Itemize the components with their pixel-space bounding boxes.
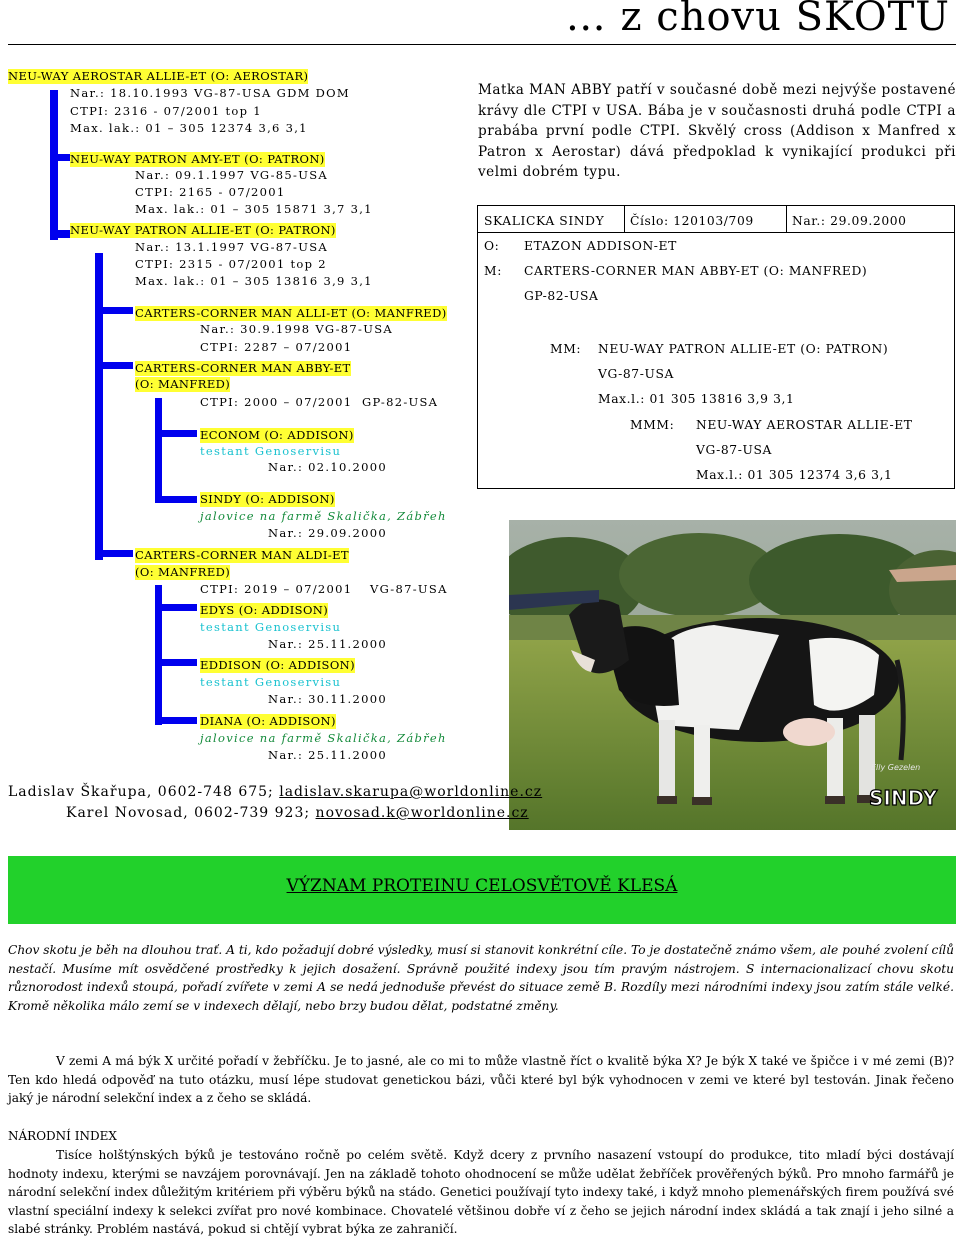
info-granddam-label: MM: (550, 342, 582, 356)
pedigree-root-ctpi: CTPI: 2316 - 07/2001 top 1 (70, 104, 262, 118)
tree-bar-level3-branch-diana (155, 717, 197, 724)
cow-photo (509, 520, 956, 830)
info-animal-born: Nar.: 29.09.2000 (792, 214, 907, 228)
contact-block (8, 782, 542, 824)
pedigree-amy-lactation: Max. lak.: 01 – 305 15871 3,7 3,1 (135, 202, 373, 216)
pedigree-allie-born: Nar.: 13.1.1997 VG-87-USA (135, 240, 329, 254)
header-rule (8, 44, 956, 45)
article-title: VÝZNAM PROTEINU CELOSVĚTOVĚ KLESÁ (286, 876, 678, 896)
pedigree-aldi-ctpi: CTPI: 2019 – 07/2001 (200, 582, 353, 596)
pedigree-diana-born: Nar.: 25.11.2000 (268, 748, 387, 762)
pedigree-abby-ctpi: CTPI: 2000 – 07/2001 (200, 395, 353, 409)
tree-bar-level3-branch-econom (155, 430, 197, 437)
tree-bar-level2 (95, 253, 103, 560)
pedigree-aldi-name: CARTERS-CORNER MAN ALDI-ET (135, 548, 349, 562)
tree-bar-level2-branch-abby (95, 362, 133, 369)
pedigree-alli-name: CARTERS-CORNER MAN ALLI-ET (O: MANFRED) (135, 306, 447, 320)
pedigree-sindy-born: Nar.: 29.09.2000 (268, 526, 387, 540)
pedigree-allie-ctpi: CTPI: 2315 - 07/2001 top 2 (135, 257, 327, 271)
info-greatgranddam-label: MMM: (630, 418, 675, 432)
pedigree-econom-name: ECONOM (O: ADDISON) (200, 428, 354, 442)
info-header-rule (478, 232, 954, 233)
info-granddam-grade: VG-87-USA (598, 367, 674, 381)
info-greatgranddam-lactation: Max.l.: 01 305 12374 3,6 3,1 (696, 468, 893, 482)
info-dam-value: CARTERS-CORNER MAN ABBY-ET (O: MANFRED) (524, 264, 868, 278)
pedigree-amy-born: Nar.: 09.1.1997 VG-85-USA (135, 168, 329, 182)
info-dam-grade: GP-82-USA (524, 289, 599, 303)
tree-bar-level3-abby (155, 398, 162, 503)
pedigree-econom-born: Nar.: 02.10.2000 (268, 460, 387, 474)
pedigree-edys-note: testant Genoservisu (200, 620, 342, 634)
pedigree-diana-name: DIANA (O: ADDISON) (200, 714, 336, 728)
contact-1-email-link[interactable]: ladislav.skarupa@worldonline.cz (279, 784, 543, 800)
pedigree-allie-name: NEU-WAY PATRON ALLIE-ET (O: PATRON) (70, 223, 336, 237)
tree-bar-level2-branch-alli (95, 307, 133, 314)
info-granddam-lactation: Max.l.: 01 305 13816 3,9 3,1 (598, 392, 795, 406)
tree-bar-level3-branch-eddison (155, 659, 197, 666)
info-sire-value: ETAZON ADDISON-ET (524, 239, 677, 253)
pedigree-root-name: NEU-WAY AEROSTAR ALLIE-ET (O: AEROSTAR) (8, 69, 309, 83)
pedigree-edys-born: Nar.: 25.11.2000 (268, 637, 387, 651)
pedigree-econom-note: testant Genoservisu (200, 444, 342, 458)
pedigree-edys-name: EDYS (O: ADDISON) (200, 603, 329, 617)
contact-line-1 (8, 782, 542, 803)
info-divider-1 (624, 206, 625, 232)
pedigree-eddison-born: Nar.: 30.11.2000 (268, 692, 387, 706)
contact-2-email-link[interactable]: novosad.k@worldonline.cz (315, 805, 529, 821)
pedigree-abby-name: CARTERS-CORNER MAN ABBY-ET (135, 361, 351, 375)
pedigree-sindy-note: jalovice na farmě Skalička, Zábřeh (200, 509, 447, 523)
info-dam-label: M: (484, 264, 502, 278)
article-banner (8, 856, 956, 924)
article-paragraph-1: Chov skotu je běh na dlouhou trať. A ti, kdo požadují dobré výsledky, musí si stanovit konkrétní cíle. To je dostatečně známo všem, ale pouhé zvolení cílů nestačí. Musíme mít osvědčené prostředky k jejich dosažení. Správně použité indexy jsou tím pravým nástrojem. S internacionalizací chovu skotu různorodost indexů stoupá, pořadí zvířete v zemi A se nedá jednoduše převést do situace země B. Rozdíly mezi národními indexy jsou zatím stále velké. Kromě několika málo zemí se v indexech dělají, nebo brzy budou dělat, podstatné změny. (8, 943, 954, 1013)
tree-bar-level3-branch-edys (155, 604, 197, 611)
pedigree-alli-born: Nar.: 30.9.1998 VG-87-USA (200, 322, 394, 336)
pedigree-diana-note: jalovice na farmě Skalička, Zábřeh (200, 731, 447, 745)
pedigree-aldi-sire: (O: MANFRED) (135, 565, 231, 579)
contact-line-2 (8, 803, 542, 824)
article-paragraph-2: V zemi A má býk X určité pořadí v žebříčku. Je to jasné, ale co mi to může vlastně říct o kvalitě býka X? Je býk X také ve špičce i v mé zemi (B)? Ten kdo hledá odpověď na tuto otázku, musí lépe studovat genetickou bázi, vůči které byl býk vyhodnocen v zemi ve které byl testován. Jinak řečeno jaký je národní selekční index a z čeho se skládá. (8, 1054, 954, 1105)
pedigree-allie-lactation: Max. lak.: 01 – 305 13816 3,9 3,1 (135, 274, 373, 288)
tree-bar-level1-branch-amy (50, 154, 70, 161)
info-granddam-value: NEU-WAY PATRON ALLIE-ET (O: PATRON) (598, 342, 889, 356)
article-paragraph-3: Tisíce holštýnských býků je testováno ročně po celém světě. Když dcery z prvního nasazení vstoupí do produkce, tito mladí býci dostávají hodnoty indexu, kterými se navzájem porovnávají. Jen na základě tohoto ohodnocení se může udělat žebříček prověřených býků. Pro mnoho farmářů je národní selekční index důležitým kritériem při výběru býků na stádo. Genetici používají tyto indexy také, i když mnoho plemenářských firem používá své vlastní speciální indexy k selekci zvířat pro nové kombinace. Chovatelé většinou dobře ví z čeho se jejich národní index skládá a tak znají i jeho silné a slabé stránky. Problém nastává, pokud si chtějí vybrat býka ze zahraničí. (8, 1148, 954, 1236)
pedigree-eddison-note: testant Genoservisu (200, 675, 342, 689)
tree-bar-level1 (50, 90, 58, 240)
tree-bar-level2-branch-aldi (95, 550, 133, 557)
intro-paragraph: Matka MAN ABBY patří v současné době mezi nejvýše postavené krávy dle CTPI v USA. Bába je v současnosti druhá podle CTPI a prabába první podle CTPI. Skvělý cross (Addison x Manfred x Patron x Aerostar) dává předpoklad k vynikající produkci při velmi dobrém typu. (478, 82, 957, 180)
pedigree-abby-sire: (O: MANFRED) (135, 377, 231, 391)
pedigree-aldi-grade: VG-87-USA (370, 582, 448, 596)
page-header-title: … z chovu SKOTU (565, 0, 950, 40)
info-sire-label: O: (484, 239, 500, 253)
animal-info-box (477, 205, 955, 489)
photo-credit: Elly Gezelen (871, 763, 921, 772)
pedigree-eddison-name: EDDISON (O: ADDISON) (200, 658, 355, 672)
contact-1-text: Ladislav Škařupa, 0602-748 675; (8, 784, 280, 800)
pedigree-amy-name: NEU-WAY PATRON AMY-ET (O: PATRON) (70, 152, 325, 166)
info-animal-name: SKALICKA SINDY (484, 214, 605, 228)
tree-bar-level3-branch-sindy (155, 496, 197, 503)
pedigree-root-lactation: Max. lak.: 01 – 305 12374 3,6 3,1 (70, 121, 308, 135)
contact-2-text: Karel Novosad, 0602-739 923; (66, 805, 316, 821)
article-section-heading: NÁRODNÍ INDEX (8, 1129, 117, 1143)
pedigree-root-born: Nar.: 18.10.1993 VG-87-USA GDM DOM (70, 86, 350, 100)
pedigree-abby-grade: GP-82-USA (362, 395, 439, 409)
info-animal-number: Číslo: 120103/709 (630, 214, 754, 228)
photo-label: SINDY (869, 786, 938, 810)
info-divider-2 (786, 206, 787, 232)
pedigree-amy-ctpi: CTPI: 2165 - 07/2001 (135, 185, 286, 199)
pedigree-alli-ctpi: CTPI: 2287 – 07/2001 (200, 340, 353, 354)
pedigree-sindy-name: SINDY (O: ADDISON) (200, 492, 335, 506)
cow-photo-image (509, 520, 956, 830)
tree-bar-level1-branch-allie (50, 230, 70, 238)
info-greatgranddam-grade: VG-87-USA (696, 443, 772, 457)
info-greatgranddam-value: NEU-WAY AEROSTAR ALLIE-ET (696, 418, 913, 432)
